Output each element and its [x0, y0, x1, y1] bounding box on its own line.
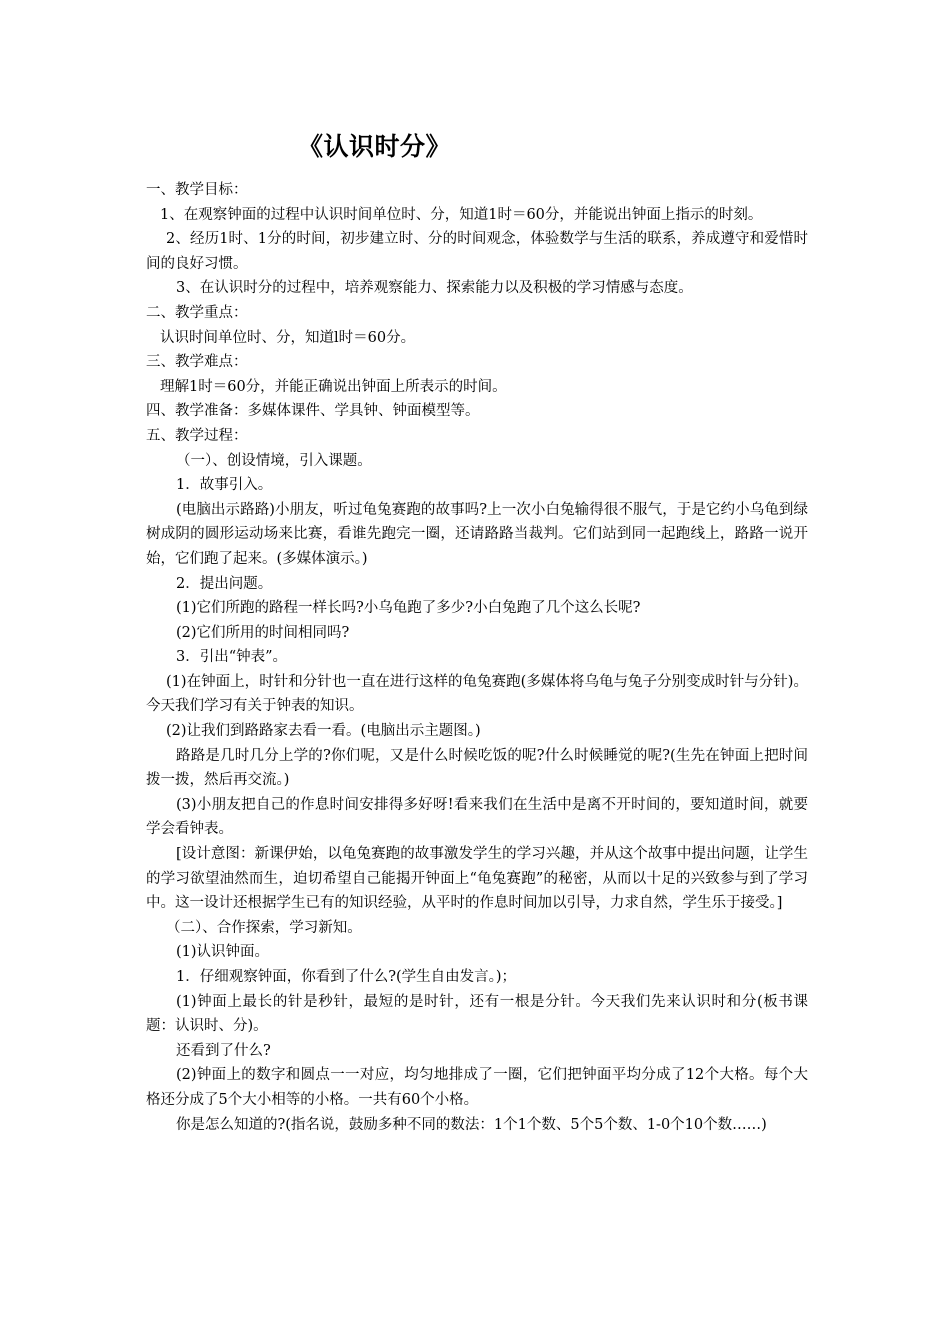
- paragraph: (2)钟面上的数字和圆点一一对应，均匀地排成了一圈，它们把钟面平均分成了12个大格。每个大格还分成了5个大小相等的小格。一共有60个小格。: [146, 1067, 808, 1108]
- paragraph: （一）、创设情境，引入课题。: [176, 452, 372, 469]
- paragraph: 1．故事引入。: [176, 477, 273, 494]
- paragraph: （二）、合作探索，学习新知。: [166, 919, 362, 936]
- paragraph: 认识时间单位时、分，知道l时＝60分。: [160, 329, 416, 346]
- paragraph: 3．引出“钟表”。: [176, 649, 288, 666]
- document-body: [146, 178, 808, 1137]
- paragraph: 你是怎么知道的?(指名说，鼓励多种不同的数法：1个1个数、5个5个数、1-0个10个数……): [176, 1116, 767, 1133]
- paragraph: (2)它们所用的时间相同吗?: [176, 624, 350, 641]
- paragraph: (1)钟面上最长的针是秒针，最短的是时针，还有一根是分针。今天我们先来认识时和分(板书课题：认识时、分)。: [146, 993, 808, 1035]
- paragraph: 2．提出问题。: [176, 575, 273, 592]
- paragraph: 四、教学准备：多媒体课件、学具钟、钟面模型等。: [146, 403, 480, 420]
- paragraph: (1)它们所跑的路程一样长吗?小乌龟跑了多少?小白兔跑了几个这么长呢?: [176, 600, 641, 617]
- paragraph: 3、在认识时分的过程中，培养观察能力、探索能力以及积极的学习情感与态度。: [176, 280, 693, 297]
- paragraph: 1．仔细观察钟面，你看到了什么?(学生自由发言。)；: [176, 969, 517, 985]
- paragraph: 一、教学目标：: [146, 182, 248, 198]
- paragraph: (3)小朋友把自己的作息时间安排得多好呀!看来我们在生活中是离不开时间的，要知道时间，就要学会看钟表。: [146, 796, 808, 838]
- paragraph: (2)让我们到路路家去看一看。(电脑出示主题图。): [166, 723, 481, 740]
- paragraph: 路路是几时几分上学的?你们呢，又是什么时候吃饭的呢?什么时候睡觉的呢?(生先在钟面上把时间拨一拨，然后再交流。): [146, 747, 808, 789]
- paragraph: 五、教学过程：: [146, 427, 248, 444]
- paragraph: 三、教学难点：: [146, 354, 248, 371]
- paragraph: 2、经历1时、1分的时间，初步建立时、分的时间观念，体验数学与生活的联系，养成遵守和爱惜时间的良好习惯。: [146, 231, 808, 272]
- paragraph: (电脑出示路路)小朋友，听过龟兔赛跑的故事吗?上一次小白兔输得很不服气，于是它约小乌龟到绿树成阴的圆形运动场来比赛，看谁先跑完一圈，还请路路当裁判。它们站到同一起跑线上，路路一说开始，它们跑了起来。(多媒体演示。): [146, 501, 808, 567]
- document-title: 《认识时分》: [298, 132, 452, 161]
- paragraph: 理解1时＝60分，并能正确说出钟面上所表示的时间。: [160, 378, 507, 395]
- paragraph: 二、教学重点：: [146, 304, 248, 321]
- paragraph: (1)认识钟面。: [176, 944, 270, 961]
- paragraph: 1、在观察钟面的过程中认识时间单位时、分，知道1时＝60分，并能说出钟面上指示的时刻。: [160, 206, 763, 223]
- paragraph: (1)在钟面上，时针和分针也一直在进行这样的龟兔赛跑(多媒体将乌龟与兔子分别变成时针与分针)。今天我们学习有关于钟表的知识。: [146, 673, 808, 715]
- paragraph: 还看到了什么?: [176, 1042, 271, 1059]
- paragraph: [设计意图：新课伊始，以龟兔赛跑的故事激发学生的学习兴趣，并从这个故事中提出问题，让学生的学习欲望油然而生，迫切希望自己能揭开钟面上“龟兔赛跑”的秘密，从而以十足的兴致参与到了学习中。这一设计还根据学生已有的知识经验，从平时的作息时间加以引导，力求自然，学生乐于接受。]: [146, 846, 808, 912]
